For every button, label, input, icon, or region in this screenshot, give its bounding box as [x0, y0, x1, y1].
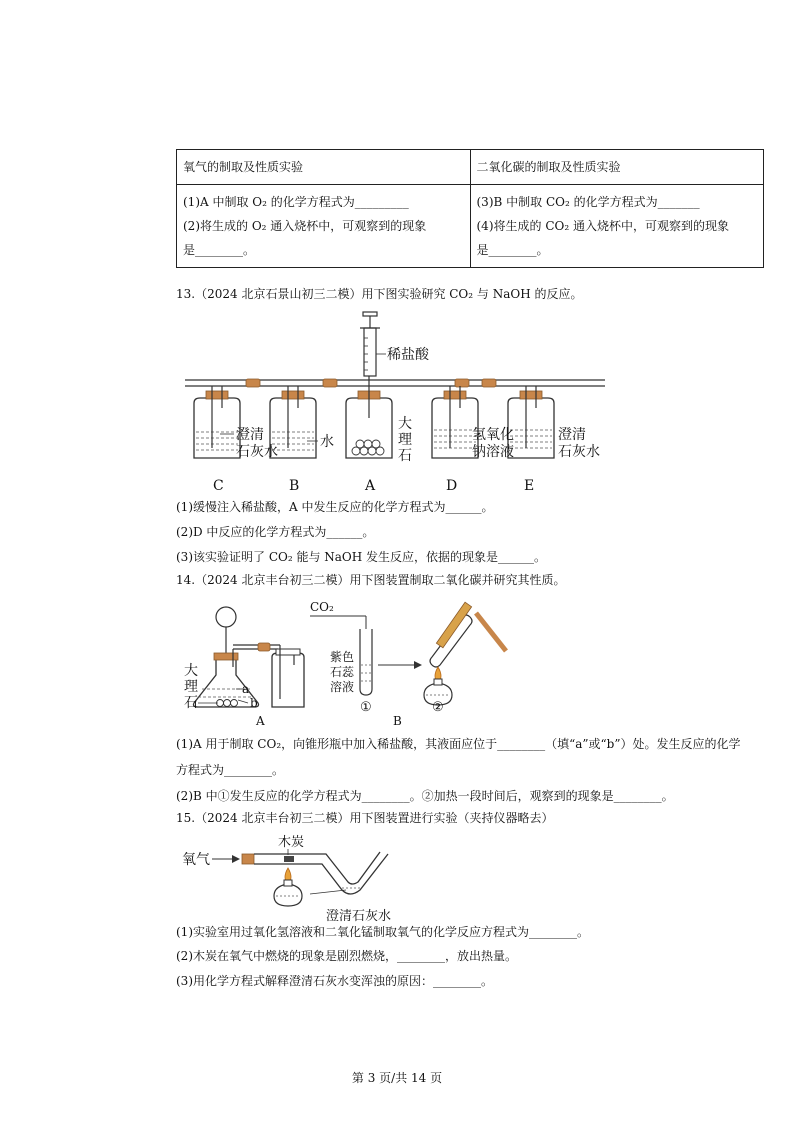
e-label: 澄清 — [558, 427, 586, 443]
limewater-label: 澄清石灰水 — [326, 909, 392, 922]
bottle-letter: C — [213, 478, 224, 494]
marble-label: 大 — [184, 663, 198, 679]
table-header-co2: 二氧化碳的制取及性质实验 — [470, 150, 764, 185]
co2-label: CO₂ — [310, 600, 334, 614]
q14-apparatus-figure — [180, 595, 540, 730]
b-label: 水 — [320, 434, 334, 450]
apparatus-b-label: B — [393, 714, 402, 728]
charcoal-label: 木炭 — [278, 835, 305, 850]
q15-item: (3)用化学方程式解释澄清石灰水变浑浊的原因：________。 — [176, 974, 493, 988]
marble-label: 理 — [184, 679, 198, 695]
q15-apparatus-figure — [180, 832, 400, 922]
litmus-label: 石蕊 — [330, 665, 355, 679]
table-line: (2)将生成的 O₂ 通入烧杯中，可观察到的现象 — [183, 219, 427, 233]
level-b-label: b — [250, 696, 258, 710]
a-label: 理 — [398, 432, 412, 448]
a-label: 石 — [398, 448, 412, 464]
q13-item: (1)缓慢注入稀盐酸，A 中发生反应的化学方程式为______。 — [176, 500, 494, 514]
c-label: 澄清 — [236, 427, 264, 443]
level-a-label: a — [242, 682, 250, 696]
q15-title: 15.（2024 北京丰台初三二模）用下图装置进行实验（夹持仪器略去） — [176, 811, 554, 825]
table-line: 是________。 — [183, 243, 256, 257]
step-1-label: ① — [360, 700, 372, 715]
q13-item: (3)该实验证明了 CO₂ 能与 NaOH 发生反应，依据的现象是______。 — [176, 550, 547, 564]
d-label: 氢氧化 — [472, 427, 514, 443]
c-label: 石灰水 — [236, 444, 278, 460]
q13-apparatus-figure — [180, 308, 610, 498]
q14-item: (1)A 用于制取 CO₂，向锥形瓶中加入稀盐酸，其液面应位于________（填“a”或“b”）处。发生反应的化学 — [176, 737, 741, 751]
q15-item: (2)木炭在氧气中燃烧的现象是剧烈燃烧，________，放出热量。 — [176, 949, 518, 963]
litmus-label: 紫色 — [330, 650, 355, 664]
litmus-label: 溶液 — [330, 680, 355, 694]
oxygen-label: 氧气 — [182, 852, 210, 868]
marble-label: 石 — [184, 695, 198, 711]
bottle-letter: A — [365, 478, 376, 494]
q15-item: (1)实验室用过氧化氢溶液和二氧化锰制取氧气的化学反应方程式为________。 — [176, 925, 590, 939]
q14-item: 方程式为________。 — [176, 763, 285, 777]
table-line: (1)A 中制取 O₂ 的化学方程式为_________ — [183, 195, 409, 209]
table-header-oxygen: 氧气的制取及性质实验 — [177, 150, 471, 185]
page-footer: 第 3 页/共 14 页 — [351, 1071, 443, 1085]
table-line: 是________。 — [476, 243, 549, 257]
q14-title: 14.（2024 北京丰台初三二模）用下图装置制取二氧化碳并研究其性质。 — [176, 573, 566, 587]
table-cell-co2 — [470, 185, 764, 268]
d-label: 钠溶液 — [472, 444, 514, 460]
apparatus-a-label: A — [256, 714, 265, 728]
acid-label: 稀盐酸 — [387, 347, 429, 363]
e-label: 石灰水 — [558, 444, 600, 460]
table-cell-oxygen — [177, 185, 471, 268]
bottle-letter: D — [446, 478, 458, 494]
q13-item: (2)D 中反应的化学方程式为______。 — [176, 525, 375, 539]
table-line: (4)将生成的 CO₂ 通入烧杯中，可观察到的现象 — [476, 219, 729, 233]
q14-item: (2)B 中①发生反应的化学方程式为________。②加热一段时间后，观察到的现象是________。 — [176, 789, 674, 803]
bottle-letter: B — [289, 478, 300, 494]
q13-title: 13.（2024 北京石景山初三二模）用下图实验研究 CO₂ 与 NaOH 的反应。 — [176, 287, 583, 301]
bottle-letter: E — [524, 478, 535, 494]
a-label: 大 — [398, 416, 412, 432]
step-2-label: ② — [432, 700, 444, 715]
experiment-table — [176, 149, 764, 268]
table-line: (3)B 中制取 CO₂ 的化学方程式为_______ — [476, 195, 700, 209]
